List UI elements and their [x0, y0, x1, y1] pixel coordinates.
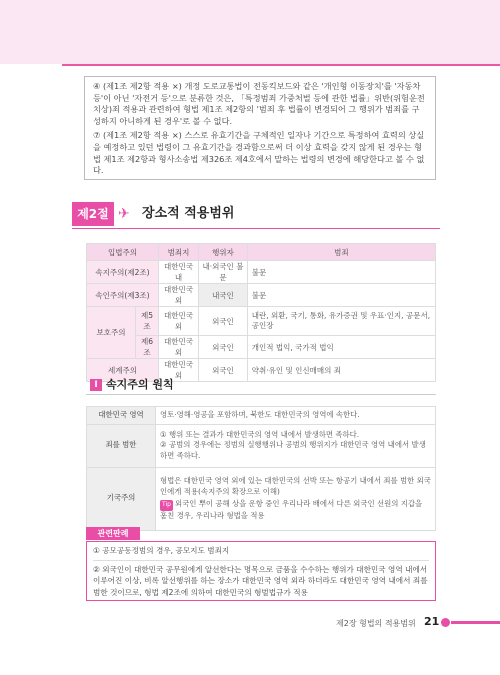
row-text — [156, 467, 436, 530]
col-header: 범죄지 — [158, 244, 198, 261]
table-row — [87, 284, 436, 307]
subsection-heading — [90, 376, 174, 392]
col-header: 행위자 — [199, 244, 248, 261]
section-underline — [72, 228, 440, 229]
actor-cell: 외국인 — [199, 336, 248, 359]
related-cases-tab: 관련판례 — [86, 527, 140, 540]
principle-cell: 보호주의 — [87, 307, 136, 359]
principle-cell: 속지주의(제2조) — [87, 261, 159, 284]
section-header — [62, 202, 440, 226]
row-label: 기국주의 — [87, 467, 156, 530]
header-rule — [62, 64, 500, 66]
crime-cell: 불문 — [247, 284, 435, 307]
actor-cell: 외국인 — [199, 307, 248, 336]
row-label: 대한민국 영역 — [87, 407, 156, 425]
case-item-4: ④ (제1조 제2항 적용 ×) 개정 도로교통법이 전동킥보드와 같은 '개인형 이동장치'를 '자동차 등'이 아닌 '자전거 등'으로 분류한 것은, 「특정범죄 가중처벌 등에 관한 법률」위반(위험운전치상)죄 적용과 관련하여 형법 제1조 제2항의 '범죄 후 법률이 변경되어 그 행위가 범죄를 구성하지 아니하게 된 경우'로 볼 수 없다. — [93, 81, 425, 126]
territoriality-table — [86, 406, 436, 531]
footer-chapter: 제2장 형법의 적용범위 — [336, 619, 416, 628]
related-item-1: ① 공모공동정범의 경우, 공모지도 범죄지 — [93, 546, 230, 555]
related-cases-box — [86, 541, 436, 601]
crime-cell: 불문 — [247, 261, 435, 284]
crime-cell: 개인적 법익, 국가적 법익 — [247, 336, 435, 359]
header-band — [0, 0, 500, 64]
tip-line — [160, 499, 431, 521]
crime-cell: 약취·유인 및 인신매매의 죄 — [247, 359, 435, 382]
case-box — [84, 76, 436, 180]
related-item-2: ② 외국인이 대한민국 공무원에게 알선한다는 명목으로 금품을 수수하는 행위가 대한민국 영역 내에서 이루어진 이상, 비록 알선행위를 하는 장소가 대한민국 영역 외라 하더라도 대한민국 영역 내에서 죄를 범한 것이므로, 형법 제2조에 의하여 대한민국의 형벌법규가 적용 — [93, 564, 428, 597]
place-cell: 대한민국 외 — [158, 336, 198, 359]
article-cell: 제5조 — [136, 307, 159, 336]
actor-cell: 외국인 — [199, 359, 248, 382]
scope-table — [86, 243, 436, 382]
actor-cell: 내국인 — [199, 284, 248, 307]
section-badge: 제2절 — [72, 202, 114, 226]
row-line: ② 공범의 경우에는 정범의 실행행위나 공범의 행위지가 대한민국 영역 내에서 발생하면 족하다. — [160, 440, 426, 460]
place-cell: 대한민국 내 — [158, 261, 198, 284]
table-row — [87, 424, 436, 467]
table-row — [87, 307, 436, 336]
tip-text: 외국인 뿌이 공해 상을 운항 중인 우리나라 배에서 다른 외국인 선원의 지갑을 훔친 경우, 우리나라 형법을 적용 — [160, 499, 423, 520]
table-row — [87, 467, 436, 530]
page-number: 21 — [424, 615, 440, 628]
subsection-rule — [86, 394, 436, 395]
table-row — [87, 407, 436, 425]
actor-cell: 내·외국인 불문 — [199, 261, 248, 284]
page-dot — [441, 618, 450, 627]
row-text — [156, 424, 436, 467]
table-row — [87, 261, 436, 284]
subsection-number: I — [90, 379, 102, 391]
row-label: 죄를 범한 — [87, 424, 156, 467]
section-icon: ✈ — [118, 206, 130, 222]
section-title: 장소적 적용범위 — [142, 206, 235, 221]
divider — [93, 560, 429, 561]
row-text: 영토·영해·영공을 포함하며, 북한도 대한민국의 영역에 속한다. — [156, 407, 436, 425]
crime-cell: 내란, 외환, 국기, 통화, 유가증권 및 우표·인지, 공문서, 공인장 — [247, 307, 435, 336]
col-header: 입법주의 — [87, 244, 159, 261]
case-item-5: ⑦ (제1조 제2항 적용 ×) 스스로 유효기간을 구체적인 일자나 기간으로 특정하여 효력의 상실을 예정하고 있던 법령이 그 유효기간을 경과함으로써 더 이상 효력을 갖지 않게 된 경우는 형법 제1조 제2항과 형사소송법 제326조 제4호에서 말하는 법령의 변경에 해당한다고 볼 수 없다. — [93, 130, 425, 176]
article-cell: 제6조 — [136, 336, 159, 359]
row-line: 형법은 대한민국 영역 외에 있는 대한민국의 선박 또는 항공기 내에서 죄를 범한 외국인에게 적용(속지주의 확장으로 이해) — [160, 476, 431, 496]
principle-cell: 세계주의 — [87, 359, 159, 382]
table-row — [87, 336, 436, 359]
col-header: 범죄 — [247, 244, 435, 261]
place-cell: 대한민국 외 — [158, 284, 198, 307]
subsection-title: 속지주의 원칙 — [106, 378, 174, 391]
tip-badge: Tip — [160, 500, 173, 511]
place-cell: 대한민국 외 — [158, 307, 198, 336]
place-cell: 대한민국 외 — [158, 359, 198, 382]
row-line: ① 행위 또는 결과가 대한민국의 영역 내에서 발생하면 족하다. — [160, 429, 360, 439]
principle-cell: 속인주의(제3조) — [87, 284, 159, 307]
page-bar — [451, 621, 500, 624]
